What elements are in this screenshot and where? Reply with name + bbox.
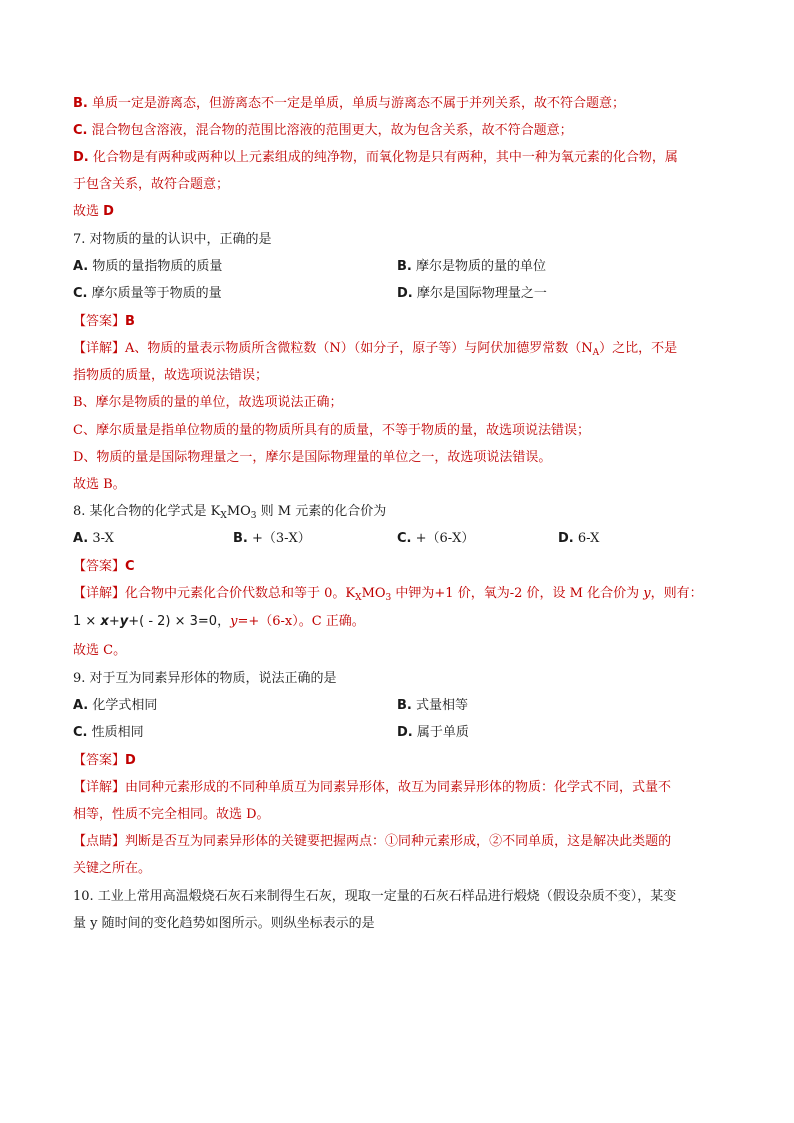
- answer-letter: D: [125, 753, 136, 768]
- prev-option-c: [73, 123, 573, 139]
- q9-tip-1: 【点睛】判断是否互为同素异形体的关键要把握两点：①同种元素形成，②不同单质，这是解决此类题的: [73, 834, 672, 849]
- circled-two: ②: [489, 834, 503, 849]
- q7-option-c: C. 摩尔质量等于物质的量: [73, 286, 222, 301]
- answer-letter: C: [125, 559, 135, 574]
- prev-option-b: [73, 96, 625, 112]
- tip-tag: 【点睛】: [73, 834, 126, 849]
- q8-conclusion: 故选 C。: [73, 643, 127, 658]
- answer-tag: 【答案】: [73, 314, 126, 329]
- detail-tag: 【详解】: [73, 586, 126, 601]
- q8-answer: [73, 559, 135, 575]
- answer-tag: 【答案】: [73, 753, 126, 768]
- prev-option-d-cont: 于包含关系，故符合题意；: [73, 177, 230, 192]
- q7-detail-3: B、摩尔是物质的量的单位，故选项说法正确；: [73, 395, 343, 410]
- option-text: 化合物是有两种或两种以上元素组成的纯净物，而氧化物是只有两种，其中一种为氧元素的化合物，属: [92, 150, 678, 165]
- q7-conclusion: 故选 B。: [73, 477, 126, 492]
- q9-detail-1: 【详解】由同种元素形成的不同种单质互为同素异形体，故互为同素异形体的物质：化学式不同，式量不: [73, 780, 672, 795]
- q9-option-d: D. 属于单质: [397, 725, 469, 740]
- circled-one: ①: [385, 834, 399, 849]
- q8-detail-1: 【详解】化合物中元素化合价代数总和等于 0。$K_XMO_3$ 中钾为+1 价，氧为-2 价，设 M 化合价为 y，则有：: [73, 586, 703, 603]
- q7-detail-2: 指物质的质量，故选项说法错误；: [73, 368, 269, 383]
- q9-answer: [73, 753, 136, 769]
- option-label: D.: [73, 150, 89, 165]
- q7-stem: 7. 对物质的量的认识中，正确的是: [73, 232, 272, 247]
- q9-detail-2: 相等，性质不完全相同。故选 D。: [73, 807, 270, 822]
- option-text: 混合物包含溶液，混合物的范围比溶液的范围更大，故为包含关系，故不符合题意；: [91, 123, 573, 138]
- answer-letter: D: [103, 204, 114, 219]
- answer-letter: B: [125, 314, 135, 329]
- detail-tag: 【详解】: [73, 341, 126, 356]
- prev-option-d: [73, 150, 678, 166]
- q9-option-b: B. 式量相等: [397, 698, 469, 713]
- q7-answer: [73, 314, 135, 330]
- q7-option-a: A. 物质的量指物质的质量: [73, 259, 223, 274]
- q8-option-a: A. 3-X: [73, 531, 114, 546]
- q7-detail-1: 【详解】A、物质的量表示物质所含微粒数（N）（如分子，原子等）与阿伏加德罗常数$(N_A)$之比，不是: [73, 341, 678, 358]
- q8-option-b: B. +（3-X）: [233, 531, 311, 546]
- q7-option-d: D. 摩尔是国际物理量之一: [397, 286, 547, 301]
- prev-conclusion: 故选 D: [73, 204, 114, 219]
- q10-stem-2: 量 y 随时间的变化趋势如图所示。则纵坐标表示的是: [73, 916, 375, 931]
- option-label: B.: [73, 96, 88, 111]
- detail-tag: 【详解】: [73, 780, 126, 795]
- q9-option-c: C. 性质相同: [73, 725, 144, 740]
- q8-option-c: C. +（6-X）: [397, 531, 475, 546]
- q7-detail-5: D、物质的量是国际物理量之一，摩尔是国际物理量的单位之一，故选项说法错误。: [73, 450, 552, 465]
- q7-detail-4: C、摩尔质量是指单位物质的量的物质所具有的质量，不等于物质的量，故选项说法错误；: [73, 423, 590, 438]
- q9-stem: 9. 对于互为同素异形体的物质，说法正确的是: [73, 671, 337, 686]
- option-label: C.: [73, 123, 88, 138]
- q9-tip-2: 关键之所在。: [73, 861, 152, 876]
- q10-stem-1: 10. 工业上常用高温煅烧石灰石来制得生石灰，现取一定量的石灰石样品进行煅烧（假设杂质不变），某变: [73, 889, 677, 904]
- answer-tag: 【答案】: [73, 559, 126, 574]
- q8-equation: 1 × x+y+( - 2) × 3=0，y=+（6-x）。C 正确。: [73, 614, 365, 629]
- q8-option-d: D. 6-X: [558, 531, 600, 546]
- option-text: 单质一定是游离态，但游离态不一定是单质，单质与游离态不属于并列关系，故不符合题意；: [92, 96, 626, 111]
- q7-option-b: B. 摩尔是物质的量的单位: [397, 259, 547, 274]
- q8-stem: 8. 某化合物的化学式是 $K_XMO_3$ 则 M 元素的化合价为: [73, 504, 387, 521]
- q9-option-a: A. 化学式相同: [73, 698, 158, 713]
